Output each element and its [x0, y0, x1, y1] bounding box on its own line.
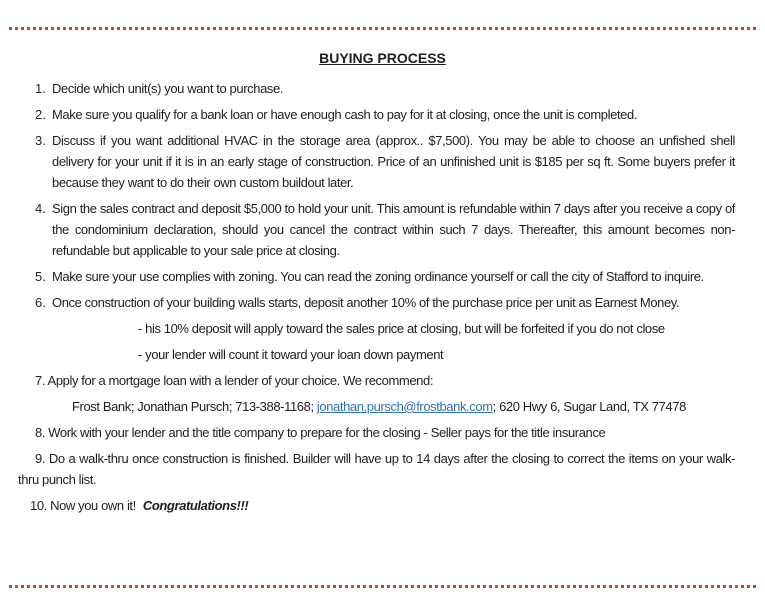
step-2-text: Make sure you qualify for a bank loan or have enough cash to pay for it at closing, once the unit is completed. — [52, 107, 638, 122]
page-title-text: BUYING PROCESS — [319, 50, 446, 66]
step-3 — [35, 130, 735, 193]
step-9 — [18, 448, 735, 490]
step-4-number: 4. — [35, 201, 46, 216]
step-5 — [35, 266, 735, 287]
email-link[interactable]: jonathan.pursch@frostbank.com — [316, 399, 493, 414]
step-8 — [18, 422, 735, 443]
lender-recommendation — [72, 396, 765, 417]
page-title — [0, 48, 765, 69]
step-7 — [18, 370, 735, 391]
step-7-text: Apply for a mortgage loan with a lender of your choice. We recommend: — [47, 373, 434, 388]
document-page — [0, 27, 765, 615]
step-8-text: Work with your lender and the title company to prepare for the closing - Seller pays for the title insurance — [48, 425, 606, 440]
step-1-number: 1. — [35, 81, 46, 96]
step-3-number: 3. — [35, 133, 46, 148]
step-10-number: 10. — [30, 498, 47, 513]
step-6-number: 6. — [35, 295, 46, 310]
step-4-text: Sign the sales contract and deposit $5,000 to hold your unit. This amount is refundable within 7 days after you receive a copy of the condominium declaration, should you cancel the contract within such 7 days. Thereafter, this amount becomes non-refundable but applicable to your sale price at closing. — [52, 201, 735, 258]
step-5-text: Make sure your use complies with zoning. You can read the zoning ordinance yourself or call the city of Stafford to inquire. — [52, 269, 704, 284]
lender-info-prefix: Frost Bank; Jonathan Pursch; 713-388-1168; — [72, 399, 317, 414]
step-4 — [35, 198, 735, 261]
congratulations-text: Congratulations!!! — [142, 498, 249, 513]
step-1 — [35, 78, 735, 99]
step-1-text: Decide which unit(s) you want to purchase. — [52, 81, 284, 96]
step-2-number: 2. — [35, 107, 46, 122]
step-10-text: Now you own it! — [50, 498, 136, 513]
step-9-text: Do a walk-thru once construction is finished. Builder will have up to 14 days after the closing to correct the items on your walk-thru punch list. — [18, 451, 735, 487]
lender-info-suffix: ; 620 Hwy 6, Sugar Land, TX 77478 — [492, 399, 686, 414]
step-6-subitem-1: - his 10% deposit will apply toward the sales price at closing, but will be forfeited if you do not close — [138, 321, 665, 336]
step-9-number: 9. — [35, 451, 46, 466]
top-dotted-border — [9, 27, 756, 30]
step-2 — [35, 104, 735, 125]
step-10 — [18, 495, 735, 516]
step-7-number: 7. — [35, 373, 46, 388]
step-5-number: 5. — [35, 269, 46, 284]
step-6 — [35, 292, 735, 313]
step-8-number: 8. — [35, 425, 46, 440]
step-3-text: Discuss if you want additional HVAC in the storage area (approx.. $7,500). You may be able to choose an unfished shell delivery for your unit if it is in an early stage of construction. Price of an unfinished unit is $185 per sq ft. Some buyers prefer it because they want to do their own custom buildout later. — [52, 133, 735, 190]
step-6-text: Once construction of your building walls starts, deposit another 10% of the purchase price per unit as Earnest Money. — [52, 295, 680, 310]
step-6-subitem-2: - your lender will count it toward your loan down payment — [138, 347, 444, 362]
